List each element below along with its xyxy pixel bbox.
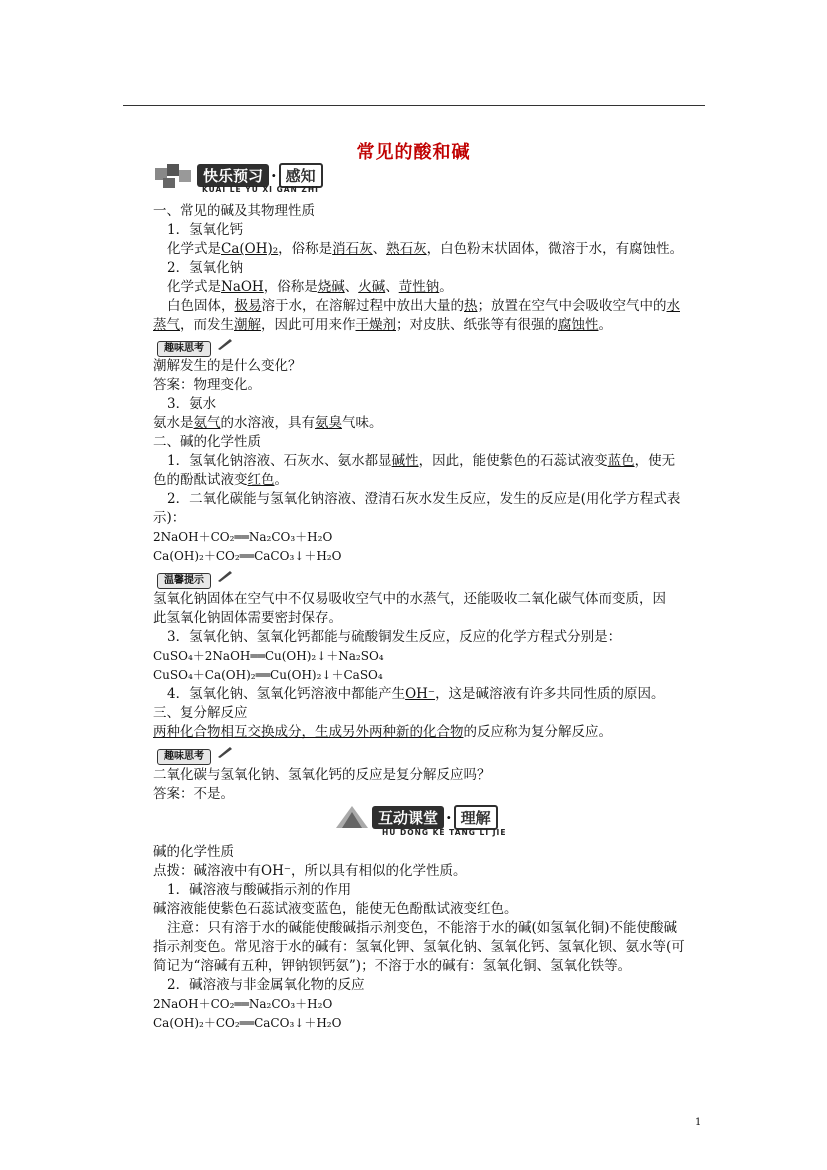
text-line: 指示剂变色。常见溶于水的碱有：氢氧化钾、氢氧化钠、氢氧化钙、氢氧化钡、氨水等(可: [153, 939, 685, 955]
equation: Ca(OH)₂＋CO₂══CaCO₃↓＋H₂O: [153, 1016, 342, 1030]
text-line: 碱溶液能使紫色石蕊试液变蓝色，能使无色酚酞试液变红色。: [153, 901, 518, 917]
answer-2: 答案：不是。: [153, 786, 234, 802]
banner-dot: ·: [446, 807, 452, 827]
puzzle-icon: [153, 160, 197, 190]
equation: Ca(OH)₂＋CO₂══CaCO₃↓＋H₂O: [153, 549, 342, 563]
heading-3: 三、复分解反应: [153, 705, 248, 721]
item-3: 3．氨水: [167, 396, 217, 412]
page-number: 1: [695, 1117, 702, 1128]
text-line: 2．碱溶液与非金属氧化物的反应: [167, 977, 365, 993]
tag-quwei-1: 趣味思考: [157, 341, 211, 357]
text-line: 1．碱溶液与酸碱指示剂的作用: [167, 882, 352, 898]
banner-tail-text: 感知: [279, 163, 323, 188]
answer-1: 答案：物理变化。: [153, 377, 261, 393]
text-line: 蒸气，而发生潮解，因此可用来作干燥剂；对皮肤、纸张等有很强的腐蚀性。: [153, 317, 612, 333]
text-line: 两种化合物相互交换成分，生成另外两种新的化合物的反应称为复分解反应。: [153, 724, 612, 740]
text-line: 氨水是氨气的水溶液，具有氨臭气味。: [153, 415, 383, 431]
heading-1: 一、常见的碱及其物理性质: [153, 203, 315, 219]
item-2: 2．氢氧化钠: [167, 260, 244, 276]
pen-icon: [216, 569, 234, 583]
tip-line: 此氢氧化钠固体需要密封保存。: [153, 610, 342, 626]
banner-main-text: 互动课堂: [372, 806, 444, 829]
text-line: 白色固体，极易溶于水，在溶解过程中放出大量的热；放置在空气中会吸收空气中的水: [167, 298, 680, 314]
banner-main-text: 快乐预习: [197, 164, 269, 187]
text-line: 3．氢氧化钠、氢氧化钙都能与硫酸铜发生反应，反应的化学方程式分别是：: [167, 629, 622, 645]
tip-line: 氢氧化钠固体在空气中不仅易吸收空气中的水蒸气，还能吸收二氧化碳气体而变质，因: [153, 591, 666, 607]
text-line: 简记为“溶碱有五种，钾钠钡钙氨”)；不溶于水的碱有：氢氧化铜、氢氧化铁等。: [153, 958, 632, 974]
text-line: 示)：: [153, 510, 186, 526]
banner-tail-text: 理解: [454, 805, 498, 830]
equation: 2NaOH＋CO₂══Na₂CO₃＋H₂O: [153, 997, 333, 1011]
heading-2: 二、碱的化学性质: [153, 434, 261, 450]
question-1: 潮解发生的是什么变化？: [153, 358, 302, 374]
question-2: 二氧化碳与氢氧化钠、氢氧化钙的反应是复分解反应吗？: [153, 767, 491, 783]
equation: CuSO₄＋2NaOH══Cu(OH)₂↓＋Na₂SO₄: [153, 649, 384, 663]
text-line: 点拨：碱溶液中有OH⁻，所以具有相似的化学性质。: [153, 863, 467, 879]
text-line: 2．二氧化碳能与氢氧化钠溶液、澄清石灰水发生反应，发生的反应是(用化学方程式表: [167, 491, 681, 507]
book-icon: [332, 802, 372, 832]
equation: CuSO₄＋Ca(OH)₂══Cu(OH)₂↓＋CaSO₄: [153, 668, 383, 682]
text-line: 1．氢氧化钠溶液、石灰水、氨水都显碱性，因此，能使紫色的石蕊试液变蓝色，使无: [167, 453, 676, 469]
text-line: 4．氢氧化钠、氢氧化钙溶液中都能产生OH⁻，这是碱溶液有许多共同性质的原因。: [167, 686, 665, 702]
banner-dot: ·: [271, 165, 277, 185]
header-rule: [123, 105, 705, 106]
pen-icon: [216, 745, 234, 759]
topic-heading: 碱的化学性质: [153, 844, 234, 860]
text-line: 色的酚酞试液变红色。: [153, 472, 288, 488]
tag-wenxin: 温馨提示: [157, 573, 211, 589]
page-title: 常见的酸和碱: [356, 142, 471, 163]
tag-quwei-2: 趣味思考: [157, 749, 211, 765]
banner-subtitle: KUAI LE YU XI GAN ZHI: [202, 185, 319, 194]
banner-subtitle: HU DONG KE TANG LI JIE: [382, 828, 507, 837]
text-line: 注意：只有溶于水的碱能使酸碱指示剂变色，不能溶于水的碱(如氢氧化铜)不能使酸碱: [167, 920, 678, 936]
text-line: 化学式是NaOH，俗称是烧碱、火碱、苛性钠。: [167, 279, 453, 295]
pen-icon: [216, 337, 234, 351]
item-1: 1．氢氧化钙: [167, 222, 244, 238]
equation: 2NaOH＋CO₂══Na₂CO₃＋H₂O: [153, 530, 333, 544]
text-line: 化学式是Ca(OH)₂，俗称是消石灰、熟石灰，白色粉末状固体，微溶于水，有腐蚀性。: [167, 241, 684, 257]
